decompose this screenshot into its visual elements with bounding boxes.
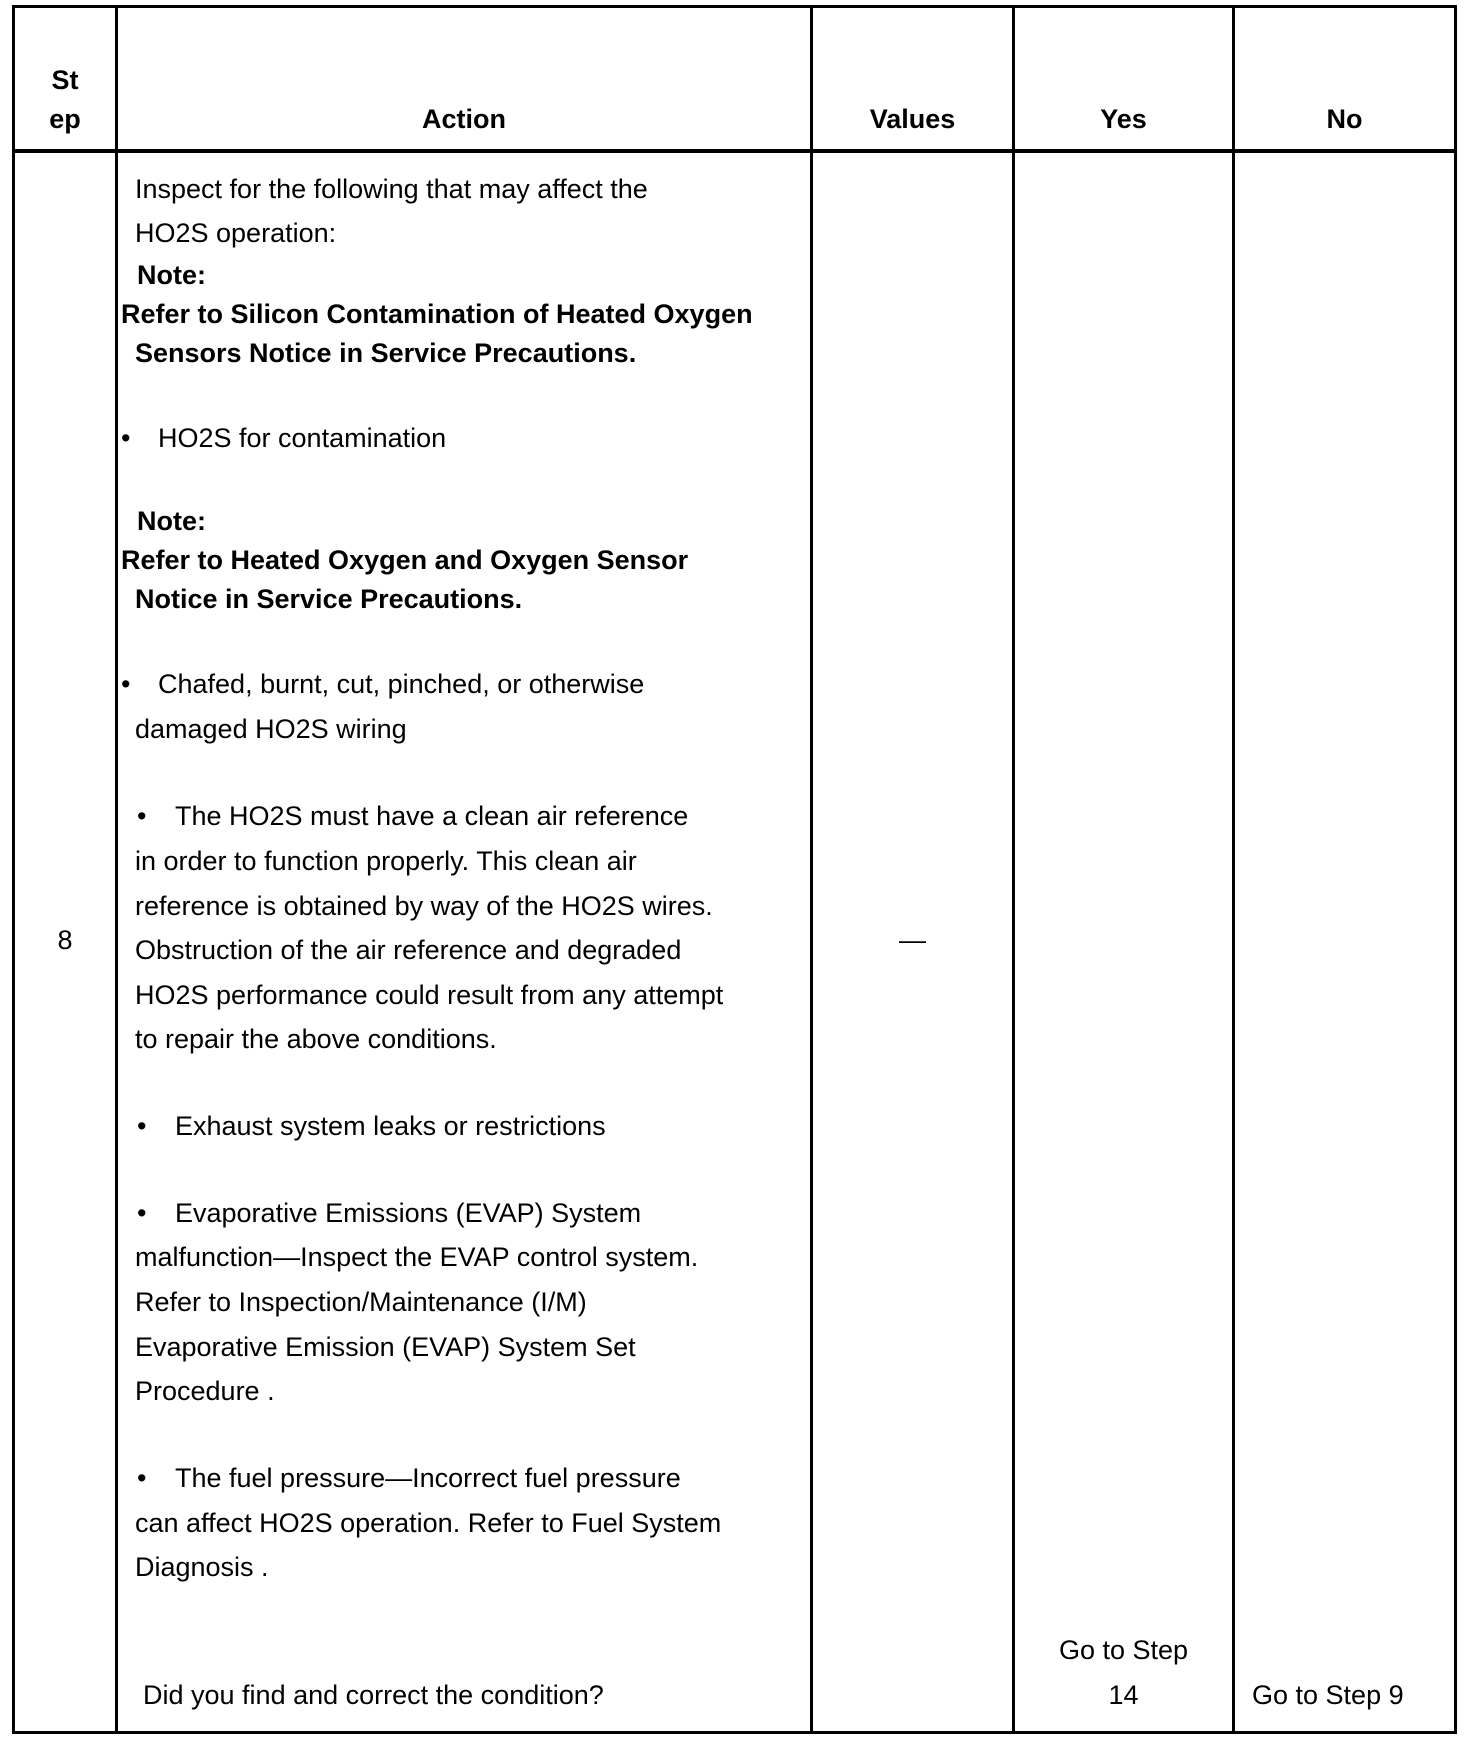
bullet5-line4: Evaporative Emission (EVAP) System Set [135, 1332, 636, 1362]
header-values: Values [869, 104, 956, 134]
yes-goto-line1: Go to Step [1058, 1635, 1189, 1665]
bullet3-line3: reference is obtained by way of the HO2S wires. [135, 891, 713, 921]
bullet6-line2: can affect HO2S operation. Refer to Fuel System [135, 1508, 722, 1538]
table-border-bottom [12, 1731, 1457, 1734]
bullet5-line3: Refer to Inspection/Maintenance (I/M) [135, 1287, 587, 1317]
no-goto: Go to Step 9 [1252, 1680, 1404, 1710]
values-dash: — [899, 925, 926, 955]
bullet5-line5: Procedure . [135, 1376, 275, 1406]
note1-line2: Sensors Notice in Service Precautions. [135, 338, 637, 368]
header-action: Action [422, 104, 506, 134]
bullet2-line1: Chafed, burnt, cut, pinched, or otherwise [158, 669, 645, 699]
yes-goto-line2: 14 [1108, 1680, 1139, 1710]
header-no: No [1326, 104, 1363, 134]
note1-label: Note: [137, 260, 206, 290]
column-divider-4 [1232, 5, 1235, 1734]
table-border-top [12, 5, 1457, 8]
table-border-right [1454, 5, 1457, 1734]
header-step-line2: ep [49, 104, 81, 134]
bullet5-line2: malfunction—Inspect the EVAP control system. [135, 1242, 699, 1272]
bullet-icon: • [121, 669, 131, 699]
column-divider-3 [1012, 5, 1015, 1734]
action-intro-line1: Inspect for the following that may affect the [135, 174, 648, 204]
bullet5-line1: Evaporative Emissions (EVAP) System [175, 1198, 642, 1228]
bullet3-line4: Obstruction of the air reference and degraded [135, 935, 682, 965]
bullet-icon: • [137, 801, 147, 831]
header-bottom-border [12, 149, 1457, 153]
bullet3-line2: in order to function properly. This clean air [135, 846, 637, 876]
bullet4-text: Exhaust system leaks or restrictions [175, 1111, 606, 1141]
bullet-icon: • [121, 423, 131, 453]
action-question: Did you find and correct the condition? [143, 1680, 604, 1710]
bullet6-line1: The fuel pressure—Incorrect fuel pressure [175, 1463, 681, 1493]
bullet1-text: HO2S for contamination [158, 423, 447, 453]
table-border-left [12, 5, 15, 1734]
note2-line2: Notice in Service Precautions. [135, 584, 523, 614]
step-number: 8 [57, 925, 73, 955]
column-divider-2 [810, 5, 813, 1734]
bullet-icon: • [137, 1463, 147, 1493]
bullet6-line3: Diagnosis . [135, 1552, 269, 1582]
bullet-icon: • [137, 1198, 147, 1228]
note2-line1: Refer to Heated Oxygen and Oxygen Sensor [121, 545, 689, 575]
bullet3-line1: The HO2S must have a clean air reference [175, 801, 689, 831]
bullet2-line2: damaged HO2S wiring [135, 714, 407, 744]
note2-label: Note: [137, 506, 206, 536]
action-intro-line2: HO2S operation: [135, 218, 337, 248]
bullet-icon: • [137, 1111, 147, 1141]
column-divider-1 [115, 5, 118, 1734]
header-step-line1: St [51, 65, 79, 95]
header-yes: Yes [1100, 104, 1147, 134]
bullet3-line6: to repair the above conditions. [135, 1024, 497, 1054]
bullet3-line5: HO2S performance could result from any attempt [135, 980, 724, 1010]
note1-line1: Refer to Silicon Contamination of Heated Oxygen [121, 299, 753, 329]
